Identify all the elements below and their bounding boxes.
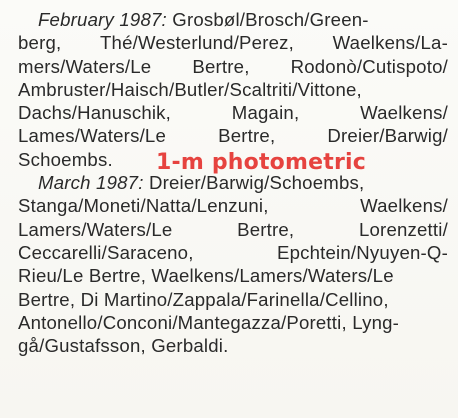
february-line-1-text: Grosbøl/Brosch/Green- xyxy=(172,9,369,30)
text-segment: Lames/Waters/Le xyxy=(18,125,167,147)
text-segment: Dreier/Barwig/ xyxy=(327,125,448,147)
march-line-3 xyxy=(18,218,448,241)
text-segment: Ceccarelli/Saraceno, xyxy=(18,241,194,263)
february-line-7: Schoembs. xyxy=(18,148,113,170)
overlay-label: 1-m photometric xyxy=(156,150,366,175)
march-line-6: Bertre, Di Martino/Zappala/Farinella/Cellino, xyxy=(18,288,389,310)
march-heading: March 1987: xyxy=(38,172,144,194)
text-segment: Lamers/Waters/Le xyxy=(18,218,173,240)
february-line-3 xyxy=(18,55,448,78)
text-segment: Bertre, xyxy=(218,125,276,147)
text-segment: Stanga/Moneti/Natta/Lenzuni, xyxy=(18,195,269,217)
text-segment: Thé/Westerlund/Perez, xyxy=(99,32,294,54)
text-segment: Lorenzetti/ xyxy=(358,218,448,240)
march-line-7: Antonello/Conconi/Mantegazza/Poretti, Lyng- xyxy=(18,311,400,333)
text-segment: Rodonò/Cutispoto/ xyxy=(290,55,448,77)
text-segment: Waelkens/ xyxy=(360,102,448,124)
march-line-4 xyxy=(18,241,448,264)
february-line-5 xyxy=(18,101,448,124)
march-line-1-text: Dreier/Barwig/Schoembs, xyxy=(148,172,365,194)
text-segment: Bertre, xyxy=(237,218,295,240)
text-segment: Waelkens/La- xyxy=(332,32,448,54)
text-segment: Magain, xyxy=(231,102,300,124)
text-segment: Waelkens/ xyxy=(360,195,448,217)
text-segment: Dachs/Hanuschik, xyxy=(18,102,172,124)
february-heading: February 1987: xyxy=(38,9,167,30)
february-line-6 xyxy=(18,124,448,147)
february-line-1 xyxy=(18,8,448,31)
february-line-4: Ambruster/Haisch/Butler/Scaltriti/Vittone, xyxy=(18,78,362,100)
observer-list-text xyxy=(18,8,448,357)
text-segment: Bertre, xyxy=(192,55,250,77)
text-segment: mers/Waters/Le xyxy=(18,55,152,77)
march-line-2 xyxy=(18,194,448,217)
february-line-2 xyxy=(18,31,448,54)
march-line-5: Rieu/Le Bertre, Waelkens/Lamers/Waters/Le xyxy=(18,265,394,287)
text-segment: berg, xyxy=(18,32,62,54)
text-segment: Epchtein/Nyuyen-Q- xyxy=(276,241,448,263)
march-line-8: gå/Gustafsson, Gerbaldi. xyxy=(18,335,229,357)
